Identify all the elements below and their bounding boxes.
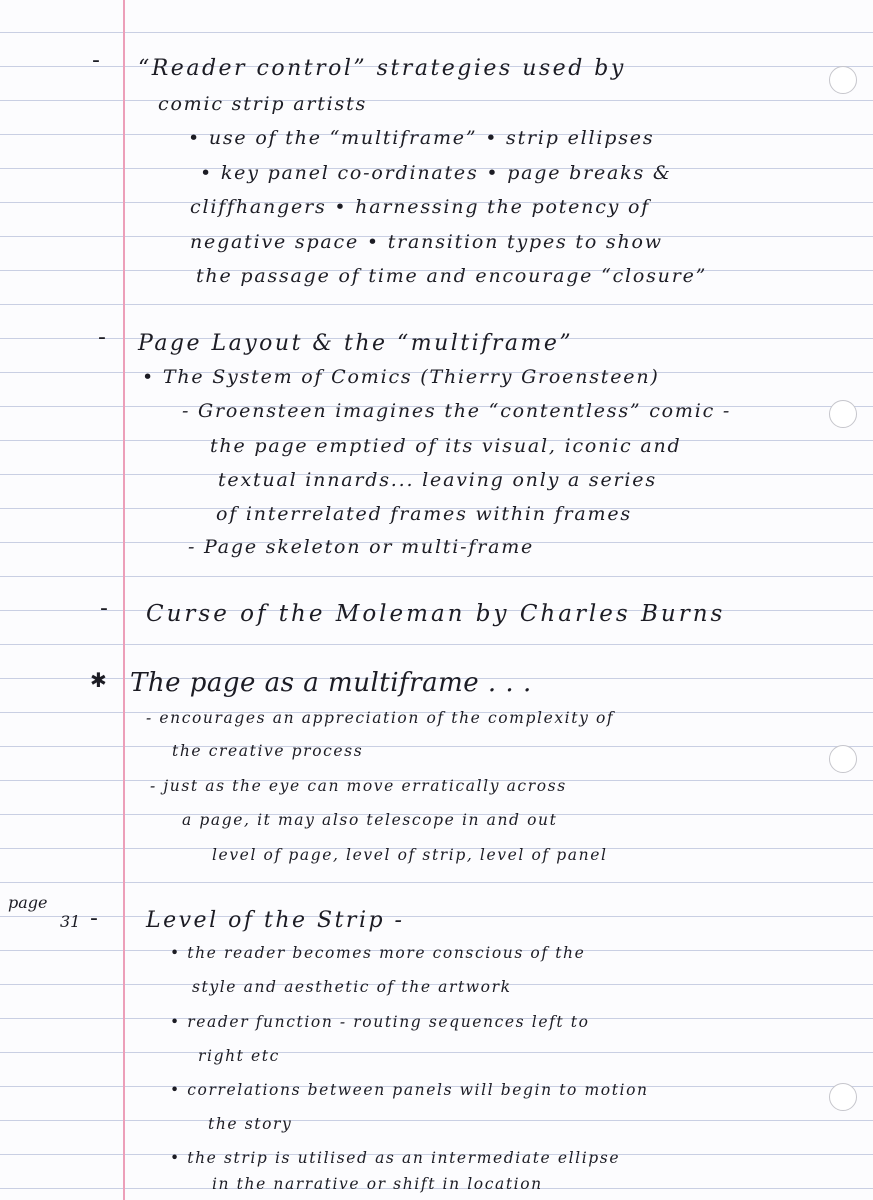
note-line: the story [208,1115,293,1133]
note-line: textual innards... leaving only a series [218,469,657,491]
note-line: - just as the eye can move erratically across [150,777,567,795]
dash-marker: - [90,906,98,931]
note-line: comic strip artists [158,93,368,115]
note-line: a page, it may also telescope in and out [182,811,558,829]
note-line: of interrelated frames within frames [216,503,632,525]
note-line: • the reader becomes more conscious of the [170,944,586,962]
note-line: • correlations between panels will begin to motion [170,1081,649,1099]
note-line: • use of the “multiframe” • strip ellipses [188,127,655,149]
margin-page-number: 31 [60,912,81,931]
punch-hole [829,745,857,773]
note-line: style and aesthetic of the artwork [192,978,512,996]
punch-hole [829,400,857,428]
note-line: Curse of the Moleman by Charles Burns [146,601,726,627]
note-line: - Page skeleton or multi-frame [188,536,535,558]
note-line: • reader function - routing sequences left to [170,1013,590,1031]
note-line: “Reader control” strategies used by [138,56,626,81]
note-line: level of page, level of strip, level of panel [212,846,608,864]
note-line: cliffhangers • harnessing the potency of [190,196,651,218]
note-line: • the strip is utilised as an intermediate ellipse [170,1149,621,1167]
dash-marker: - [100,596,108,621]
note-line: • key panel co-ordinates • page breaks & [200,162,672,184]
note-line: in the narrative or shift in location [212,1175,543,1193]
note-line: - Groensteen imagines the “contentless” comic - [182,400,732,422]
note-line: • The System of Comics (Thierry Groensteen) [142,366,660,388]
dash-marker: - [92,48,100,73]
punch-hole [829,1083,857,1111]
note-line: right etc [198,1047,280,1065]
note-line: Page Layout & the “multiframe” [138,331,574,356]
dash-marker: - [98,325,106,350]
note-line: Level of the Strip - [146,908,405,933]
note-line: - encourages an appreciation of the complexity of [146,709,615,727]
note-heading: The page as a multiframe . . . [130,668,532,698]
note-line: the creative process [172,742,364,760]
note-line: the passage of time and encourage “closure” [196,265,708,287]
note-line: the page emptied of its visual, iconic and [210,435,682,457]
note-line: negative space • transition types to show [190,231,663,253]
punch-hole [829,66,857,94]
margin-line [123,0,125,1200]
margin-page-label: page [8,893,48,912]
star-marker: ✱ [90,668,107,692]
